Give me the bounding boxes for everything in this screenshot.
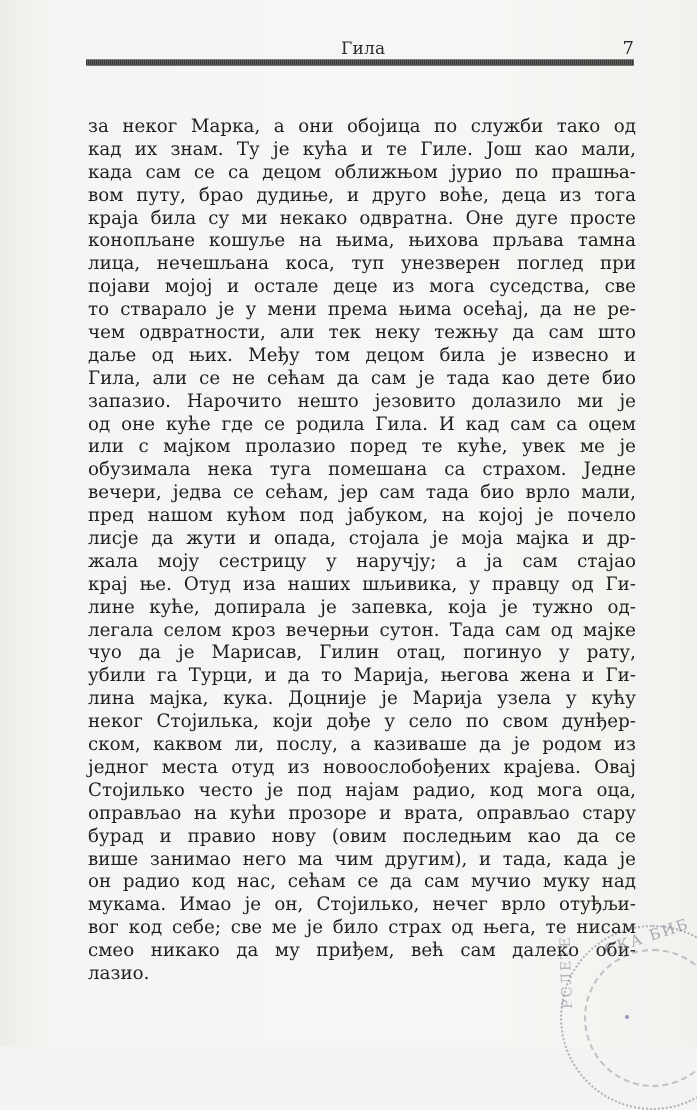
text-line: краја била су ми некако одвратна. Оне дуге просте — [88, 207, 636, 229]
header-rule — [86, 59, 634, 66]
text-line: конопљане кошуље на њима, њихова прљава тамна — [88, 230, 636, 252]
text-line: једног места отуд из новоослобођених крајева. Овај — [88, 756, 636, 778]
library-stamp-mark — [625, 1015, 629, 1019]
text-line: више занимао него ма чим другим), и тада, када је — [88, 848, 636, 870]
library-stamp-ring — [584, 949, 697, 1087]
running-title: Гила — [341, 39, 386, 59]
text-line: неког Стојилька, који дође у село по свом дунђер- — [88, 711, 636, 733]
text-line: вог код себе; све ме је било страх од њега, те нисам — [88, 917, 636, 939]
text-line: лина мајка, кука. Доцније је Марија узела у кућу — [88, 688, 636, 710]
text-line: кад их знам. Ту је кућа и те Гиле. Још као мали, — [88, 138, 636, 160]
text-line: вечери, једва се сећам, јер сам тада био врло мали, — [88, 482, 636, 504]
text-line: чуо да је Марисав, Гилин отац, погинуо у рату, — [88, 642, 636, 664]
text-line: смео никако да му приђем, већ сам далеко оби- — [88, 940, 636, 962]
library-stamp-text-left: РСЛЕТЕ — [557, 934, 576, 1009]
text-line: жала моју сестрицу у наручју; а ја сам стајао — [88, 550, 636, 572]
text-line: чем одвратности, али тек неку тежњу да сам што — [88, 322, 636, 344]
text-line: лазио. — [88, 962, 150, 984]
text-line: убили га Турци, и да то Марија, његова жена и Ги- — [88, 665, 636, 687]
text-line: ском, каквом ли, послу, а казиваше да је родом из — [88, 734, 636, 756]
text-line: лисје да жути и опада, стојала је моја мајка и др- — [88, 528, 636, 550]
library-stamp-text-top: СКА БИБ — [602, 914, 692, 960]
text-line: за неког Марка, а они обојица по служби тако од — [88, 116, 636, 137]
text-line: појави мојој и остале деце из мога суседства, све — [88, 276, 636, 298]
text-line: или с мајком пролазио поред те куће, увек ме је — [88, 436, 636, 458]
text-line: он радио код нас, сећам се да сам мучио муку над — [88, 871, 636, 893]
text-line: Стојилько често је под најам радио, код мога оца, — [88, 779, 636, 801]
text-line: пред нашом кућом под јабуком, на којој је почело — [88, 505, 636, 527]
text-line: крај ње. Отуд иза наших шљивика, у правцу од Ги- — [88, 573, 636, 595]
page-header — [86, 36, 634, 66]
text-line: бурад и правио нову (овим последњим као да се — [88, 825, 636, 847]
text-line: оправљао на кући прозоре и врата, оправљао стару — [88, 802, 636, 824]
text-line: легала селом кроз вечерњи сутон. Тада сам од мајке — [88, 619, 636, 641]
text-line: када сам се са децом оближњом јурио по прашња- — [88, 161, 636, 183]
text-line: вом путу, брао дудиње, и друго воће, деца из тога — [88, 184, 636, 206]
text-line: то стварало је у мени према њима осећај, да не ре- — [88, 299, 636, 321]
text-line: запазио. Нарочито нешто језовито долазило ми је — [88, 390, 636, 412]
text-line: даље од њих. Међу том децом била је извесно и — [88, 344, 636, 366]
text-line: лине куће, допирала је запевка, која је тужно од- — [88, 596, 636, 618]
page-number: 7 — [622, 38, 634, 59]
text-line: од оне куће где се родила Гила. И кад сам са оцем — [88, 413, 636, 435]
text-line: лица, нечешљана коса, туп унезверен поглед при — [88, 253, 636, 275]
text-line: Гила, али се не сећам да сам је тада као дете био — [88, 367, 636, 389]
text-line: обузимала нека туга помешана са страхом. Једне — [88, 459, 636, 481]
body-text — [88, 116, 636, 986]
text-line: мукама. Имао је он, Стојилько, нечег врло отуђљи- — [88, 894, 636, 916]
